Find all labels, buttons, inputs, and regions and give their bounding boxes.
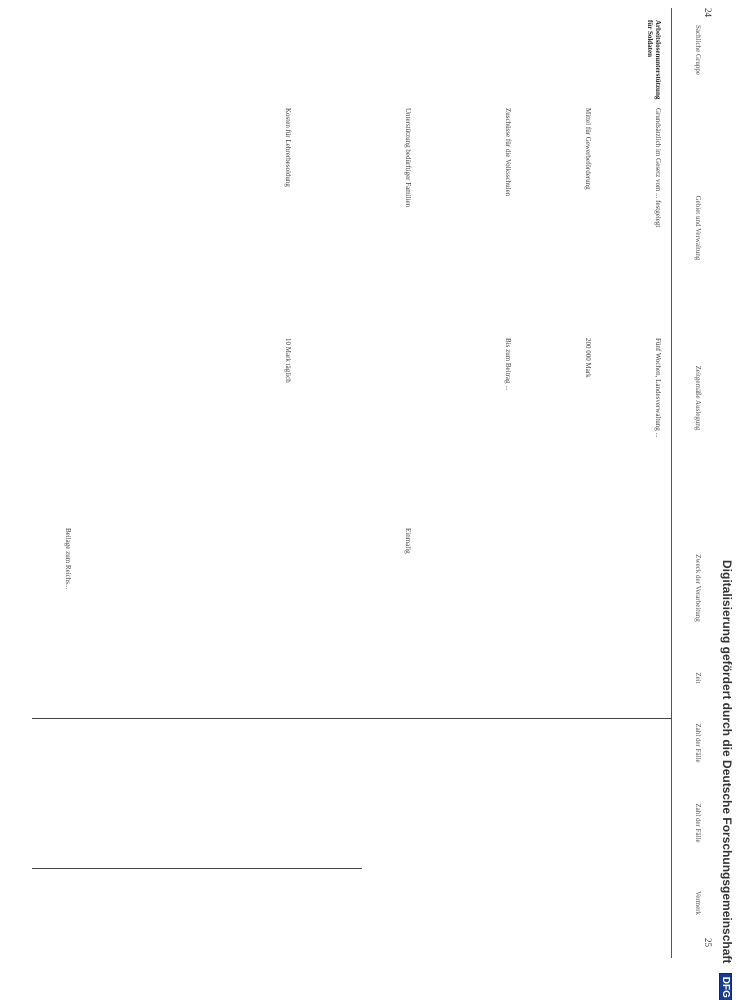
row-text: Kosten für Lehrerbesoldung bbox=[284, 108, 292, 187]
printed-footer: Beilage zum Reichs... bbox=[64, 528, 72, 590]
column-rule bbox=[32, 718, 672, 719]
header-cases-2: Zahl der Fälle bbox=[694, 803, 702, 843]
header-area: Gebiet und Verwaltung bbox=[694, 195, 702, 261]
page-number-left: 24 bbox=[703, 8, 713, 17]
page-number-right: 25 bbox=[703, 938, 713, 947]
header-interpretation: Zeitgemäße Auslegung bbox=[694, 365, 702, 431]
digitization-footer bbox=[719, 560, 734, 1000]
column-rule bbox=[32, 868, 362, 869]
row-text: Zuschüsse für die Volksschulen bbox=[504, 108, 512, 197]
rotated-table bbox=[22, 8, 712, 958]
header-purpose: Zweck der Verarbeitung bbox=[694, 554, 702, 622]
row-note: 200 000 Mark bbox=[584, 338, 592, 378]
header-group: Sachliche Gruppe bbox=[694, 25, 702, 75]
header-rule bbox=[671, 8, 672, 958]
row-text: Mittel für Gewerbeförderung bbox=[584, 108, 592, 190]
row-text: Grundsätzlich im Gesetz vom ... festgelegt bbox=[654, 108, 662, 228]
row-note: Bis zum Beitrag ... bbox=[504, 338, 512, 391]
header-remark: Vermerk bbox=[694, 890, 702, 916]
row-note: Fünf Wochen, Landesverwaltung ... bbox=[654, 338, 662, 438]
header-cases-1: Zahl der Fälle bbox=[694, 723, 702, 763]
digitization-text: Digitalisierung gefördert durch die Deutsche Forschungsgemeinschaft bbox=[720, 560, 734, 964]
header-time: Zeit bbox=[694, 672, 702, 684]
row-text: Unterstützung bedürftiger Familien bbox=[404, 108, 412, 208]
dfg-logo: DFG bbox=[719, 973, 732, 1000]
row-group: Arbeitslosenunterstützung für Soldaten bbox=[646, 20, 662, 100]
row-note: Einmalig bbox=[404, 528, 412, 554]
row-note: 10 Mark täglich bbox=[284, 338, 292, 383]
